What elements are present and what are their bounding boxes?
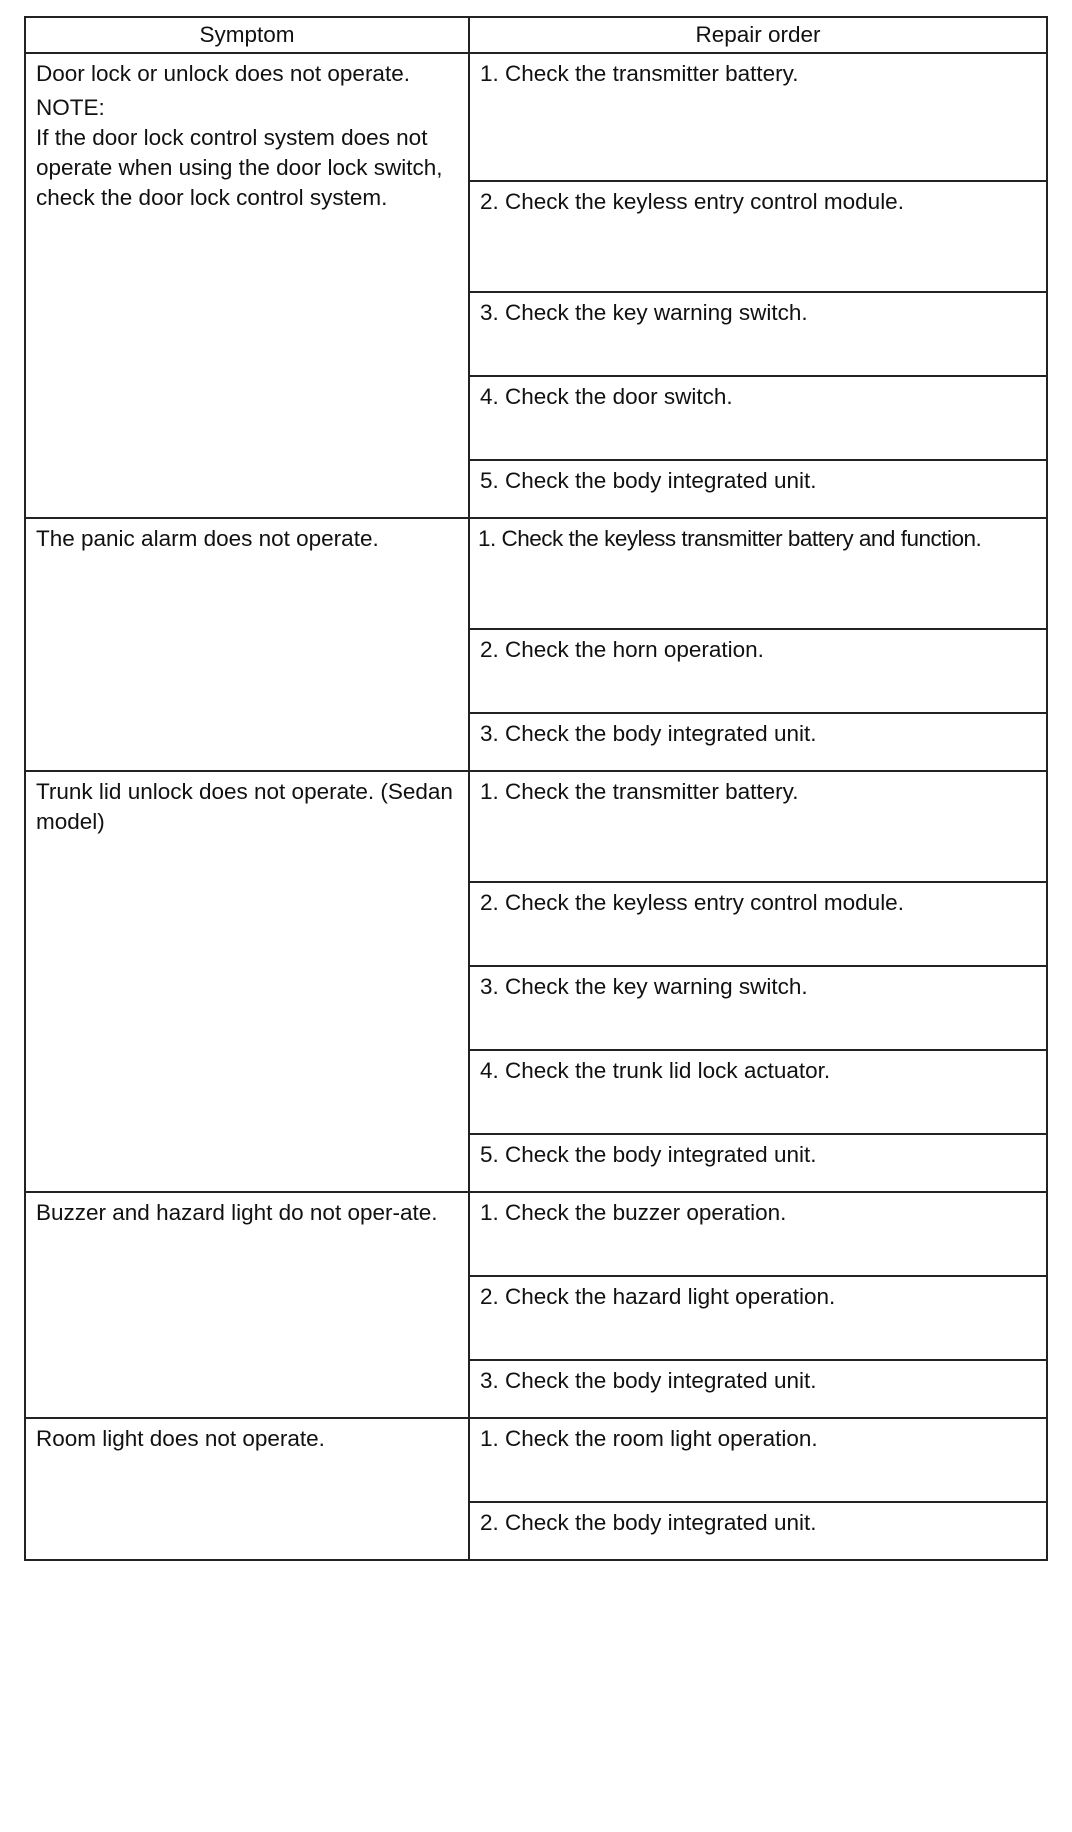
- symptom-text: The panic alarm does not operate.: [36, 526, 379, 551]
- symptom-cell: [25, 1418, 469, 1560]
- repair-order-header: Repair order: [469, 17, 1047, 53]
- table-row: [25, 53, 1047, 181]
- document-page: [24, 16, 1046, 1561]
- note-label: NOTE:: [36, 95, 105, 120]
- table-row: [25, 1192, 1047, 1276]
- repair-step: 3. Check the body integrated unit.: [469, 713, 1047, 771]
- repair-step: 5. Check the body integrated unit.: [469, 460, 1047, 518]
- table-row: [25, 1418, 1047, 1502]
- repair-step: 2. Check the keyless entry control module.: [469, 882, 1047, 966]
- repair-step: 1. Check the transmitter battery.: [469, 771, 1047, 882]
- table-row: [25, 518, 1047, 629]
- repair-step: 3. Check the key warning switch.: [469, 966, 1047, 1050]
- repair-step: 4. Check the trunk lid lock actuator.: [469, 1050, 1047, 1134]
- repair-step: 1. Check the buzzer operation.: [469, 1192, 1047, 1276]
- repair-step: 2. Check the keyless entry control module.: [469, 181, 1047, 292]
- repair-step: 2. Check the hazard light operation.: [469, 1276, 1047, 1360]
- header-row: [25, 17, 1047, 53]
- symptom-text: Buzzer and hazard light do not oper-ate.: [36, 1200, 438, 1225]
- repair-step: 2. Check the horn operation.: [469, 629, 1047, 713]
- symptom-text: Door lock or unlock does not operate.: [36, 61, 410, 86]
- table-row: [25, 771, 1047, 882]
- repair-step: 2. Check the body integrated unit.: [469, 1502, 1047, 1560]
- repair-step: 3. Check the body integrated unit.: [469, 1360, 1047, 1418]
- repair-step: 4. Check the door switch.: [469, 376, 1047, 460]
- repair-step: 3. Check the key warning switch.: [469, 292, 1047, 376]
- repair-step: 5. Check the body integrated unit.: [469, 1134, 1047, 1192]
- symptom-cell: [25, 771, 469, 1192]
- symptom-cell: [25, 518, 469, 771]
- repair-step: 1. Check the room light operation.: [469, 1418, 1047, 1502]
- repair-step: 1. Check the keyless transmitter battery and function.: [469, 518, 1047, 629]
- symptom-text: Trunk lid unlock does not operate. (Sedan model): [36, 779, 453, 834]
- note-text: If the door lock control system does not operate when using the door lock switch, check the door lock control system.: [36, 125, 443, 210]
- symptom-cell: [25, 53, 469, 518]
- symptom-text: Room light does not operate.: [36, 1426, 325, 1451]
- repair-order-table: [24, 16, 1048, 1561]
- symptom-cell: [25, 1192, 469, 1418]
- repair-step: 1. Check the transmitter battery.: [469, 53, 1047, 181]
- symptom-header: Symptom: [25, 17, 469, 53]
